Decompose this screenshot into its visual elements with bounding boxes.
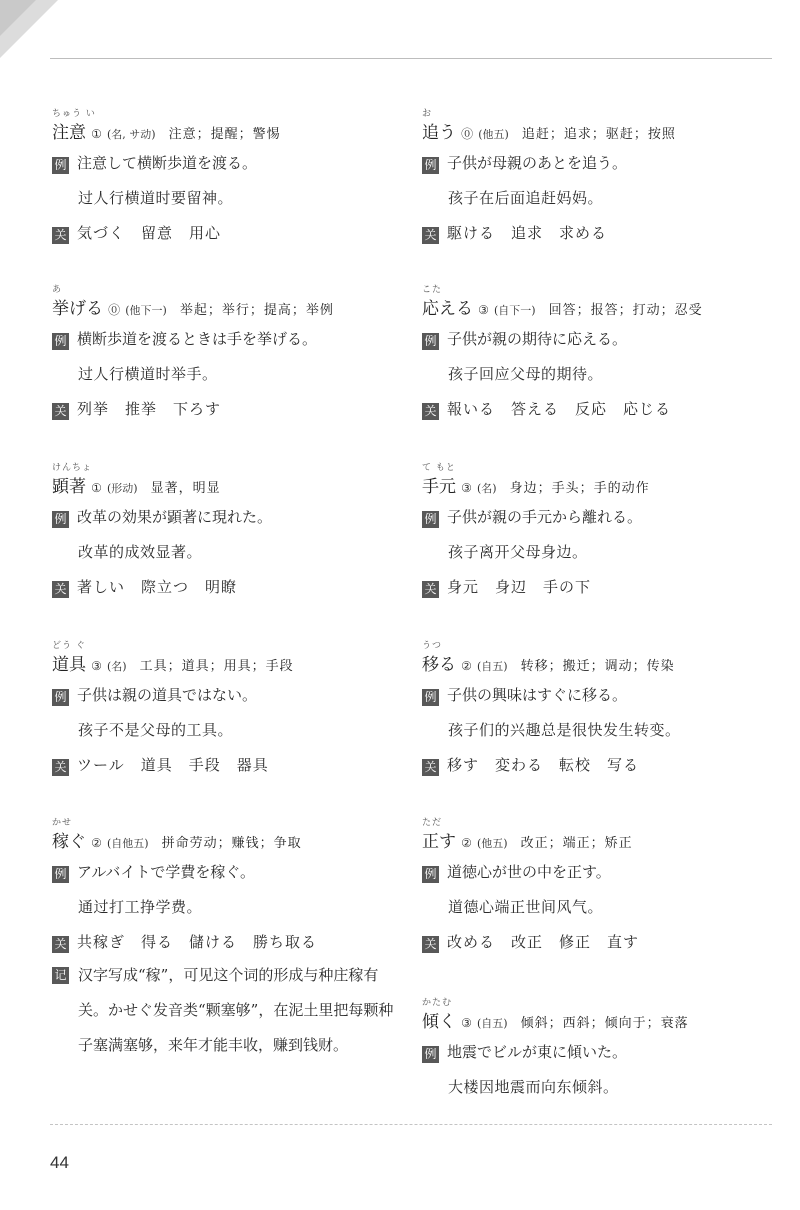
entry-word: 傾く: [422, 1012, 456, 1032]
vocab-entry: [422, 995, 772, 1103]
related-badge: 关: [52, 227, 69, 244]
entry-meaning: 追赶；追求；驱赶；按照: [521, 127, 676, 142]
vocab-entry: [52, 638, 402, 781]
example-badge: 例: [52, 689, 69, 706]
example-badge: 例: [422, 511, 439, 528]
entry-reading: ちゅう い: [52, 109, 96, 119]
example-badge: 例: [422, 866, 439, 883]
example-line: [422, 144, 772, 179]
related-words: 報いる 答える 反応 応じる: [447, 400, 672, 418]
entry-meaning: 举起；举行；提高；举例: [179, 303, 334, 318]
related-words: 移す 変わる 転校 写る: [447, 756, 640, 774]
example-sentence: 子供が親の期待に応える。: [447, 330, 628, 348]
entry-part-of-speech: (自五): [476, 660, 508, 673]
entry-reading: かせ: [52, 818, 73, 828]
related-line: [422, 390, 772, 425]
vocab-entry: [422, 638, 772, 781]
entry-accent: ③: [461, 1016, 472, 1030]
related-badge: 关: [422, 759, 439, 776]
related-line: [52, 923, 402, 958]
entry-word: 応える: [422, 299, 473, 319]
translation-line: [422, 179, 772, 214]
related-words: 改める 改正 修正 直す: [447, 933, 640, 951]
example-badge: 例: [52, 157, 69, 174]
entry-part-of-speech: (自下一): [493, 304, 536, 317]
related-words: 列挙 推挙 下ろす: [77, 400, 222, 418]
entry-meaning: 注意；提醒；警惕: [168, 127, 281, 142]
translation-line: [52, 355, 402, 390]
translation-line: [52, 533, 402, 568]
entry-part-of-speech: (他五): [476, 837, 508, 850]
entry-headline: [52, 106, 402, 144]
vocab-entry: [422, 106, 772, 249]
footer-rule: [50, 1124, 772, 1125]
entry-headline: [52, 460, 402, 498]
entry-reading: お: [422, 109, 433, 119]
entry-accent: ③: [461, 481, 472, 495]
related-badge: 关: [422, 227, 439, 244]
example-translation: 改革的成效显著。: [78, 543, 203, 561]
entry-part-of-speech: (名): [476, 482, 497, 495]
entry-meaning: 转移；搬迁；调动；传染: [520, 659, 675, 674]
entry-headline: [422, 460, 772, 498]
entry-reading: て もと: [422, 463, 456, 473]
entry-reading: こた: [422, 285, 443, 295]
example-line: [422, 1033, 772, 1068]
example-sentence: 子供は親の道具ではない。: [77, 686, 258, 704]
translation-line: [422, 711, 772, 746]
entry-word: 追う: [422, 123, 456, 143]
example-translation: 大楼因地震而向东倾斜。: [448, 1078, 619, 1096]
related-badge: 关: [52, 581, 69, 598]
entry-accent: ①: [91, 127, 102, 141]
related-line: [52, 746, 402, 781]
example-translation: 孩子离开父母身边。: [448, 543, 588, 561]
example-translation: 过人行横道时举手。: [78, 365, 218, 383]
example-line: [52, 676, 402, 711]
related-words: 駆ける 追求 求める: [447, 224, 608, 242]
example-badge: 例: [52, 333, 69, 350]
entry-accent: ②: [461, 836, 472, 850]
example-translation: 孩子在后面追赶妈妈。: [448, 189, 604, 207]
entry-headline: [52, 638, 402, 676]
related-words: 身元 身辺 手の下: [447, 578, 592, 596]
translation-line: [422, 533, 772, 568]
example-sentence: 子供が親の手元から離れる。: [447, 508, 643, 526]
example-line: [52, 144, 402, 179]
example-sentence: 注意して横断歩道を渡る。: [77, 154, 258, 172]
entry-part-of-speech: (自他五): [106, 837, 149, 850]
example-badge: 例: [422, 333, 439, 350]
memory-note: [52, 958, 394, 1063]
example-sentence: 子供が母親のあとを追う。: [447, 154, 628, 172]
entry-headline: [422, 995, 772, 1033]
related-badge: 关: [52, 403, 69, 420]
entry-accent: ⓪: [108, 303, 121, 317]
entry-headline: [422, 106, 772, 144]
example-sentence: 子供の興味はすぐに移る。: [447, 686, 628, 704]
entry-reading: どう ぐ: [52, 641, 86, 651]
entry-word: 稼ぐ: [52, 832, 86, 852]
entry-accent: ②: [461, 659, 472, 673]
related-words: 気づく 留意 用心: [77, 224, 222, 242]
related-line: [52, 568, 402, 603]
page-number: 44: [50, 1153, 69, 1172]
example-translation: 通过打工挣学费。: [78, 898, 203, 916]
vocab-entry: [52, 815, 402, 1063]
translation-line: [422, 1068, 772, 1103]
entry-meaning: 身边；手头；手的动作: [509, 481, 650, 496]
example-badge: 例: [422, 689, 439, 706]
related-line: [422, 923, 772, 958]
entry-part-of-speech: (名): [106, 660, 127, 673]
example-line: [422, 676, 772, 711]
related-badge: 关: [52, 936, 69, 953]
related-words: 共稼ぎ 得る 儲ける 勝ち取る: [77, 933, 318, 951]
related-line: [422, 214, 772, 249]
entry-word: 手元: [422, 477, 456, 497]
entry-meaning: 工具；道具；用具；手段: [139, 659, 294, 674]
example-sentence: 地震でビルが東に傾いた。: [447, 1043, 628, 1061]
entry-reading: あ: [52, 285, 63, 295]
example-line: [52, 320, 402, 355]
related-line: [52, 214, 402, 249]
page-corner-decoration-inner: [0, 0, 36, 36]
entry-reading: かたむ: [422, 998, 453, 1008]
example-line: [422, 498, 772, 533]
entry-accent: ②: [91, 836, 102, 850]
entry-accent: ③: [478, 303, 489, 317]
entry-word: 正す: [422, 832, 456, 852]
related-words: ツール 道具 手段 器具: [77, 756, 269, 774]
vocab-entry: [422, 282, 772, 425]
related-words: 著しい 際立つ 明瞭: [77, 578, 238, 596]
related-badge: 关: [422, 581, 439, 598]
related-badge: 关: [52, 759, 69, 776]
example-sentence: 横断歩道を渡るときは手を挙げる。: [77, 330, 318, 348]
entry-part-of-speech: (名, サ动): [106, 128, 156, 141]
translation-line: [52, 888, 402, 923]
vocab-entry: [422, 460, 772, 603]
entry-part-of-speech: (自五): [476, 1017, 508, 1030]
entry-meaning: 显著，明显: [150, 481, 221, 496]
related-line: [422, 746, 772, 781]
example-badge: 例: [52, 866, 69, 883]
entry-reading: うつ: [422, 641, 443, 651]
entry-meaning: 回答；报答；打动；忍受: [548, 303, 703, 318]
example-sentence: 改革の効果が顕著に現れた。: [77, 508, 273, 526]
entry-word: 道具: [52, 655, 86, 675]
example-line: [422, 853, 772, 888]
example-badge: 例: [422, 1046, 439, 1063]
entry-accent: ⓪: [461, 127, 474, 141]
example-translation: 孩子们的兴趣总是很快发生转变。: [448, 721, 681, 739]
related-line: [52, 390, 402, 425]
example-badge: 例: [422, 157, 439, 174]
vocab-entry: [422, 815, 772, 958]
related-badge: 关: [422, 936, 439, 953]
header-rule: [50, 58, 772, 59]
example-sentence: アルバイトで学費を稼ぐ。: [77, 863, 256, 881]
related-badge: 关: [422, 403, 439, 420]
entry-headline: [422, 282, 772, 320]
entry-reading: ただ: [422, 818, 443, 828]
entry-accent: ①: [91, 481, 102, 495]
vocab-entry: [52, 460, 402, 603]
entry-word: 注意: [52, 123, 86, 143]
translation-line: [422, 888, 772, 923]
example-line: [422, 320, 772, 355]
example-translation: 孩子回应父母的期待。: [448, 365, 604, 383]
example-sentence: 道徳心が世の中を正す。: [447, 863, 611, 881]
note-text: 汉字写成“稼”，可见这个词的形成与种庄稼有关。かせぐ发音类“颗塞够”，在泥土里把每颗种子塞满塞够，来年才能丰收，赚到钱财。: [78, 966, 394, 1054]
translation-line: [52, 711, 402, 746]
entry-meaning: 倾斜；西斜；倾向于；衰落: [520, 1016, 689, 1031]
entry-meaning: 拼命劳动；赚钱；争取: [161, 836, 302, 851]
entry-word: 移る: [422, 655, 456, 675]
translation-line: [52, 179, 402, 214]
entry-reading: けんちょ: [52, 463, 93, 473]
entry-part-of-speech: (形动): [106, 482, 138, 495]
example-translation: 孩子不是父母的工具。: [78, 721, 234, 739]
example-badge: 例: [52, 511, 69, 528]
entry-accent: ③: [91, 659, 102, 673]
entry-word: 挙げる: [52, 299, 103, 319]
entry-headline: [52, 282, 402, 320]
note-badge: 记: [52, 967, 69, 984]
example-translation: 过人行横道时要留神。: [78, 189, 234, 207]
entry-headline: [422, 815, 772, 853]
translation-line: [422, 355, 772, 390]
example-translation: 道德心端正世间风气。: [448, 898, 604, 916]
entry-headline: [422, 638, 772, 676]
related-line: [422, 568, 772, 603]
example-line: [52, 853, 402, 888]
entry-part-of-speech: (他下一): [125, 304, 167, 317]
entry-headline: [52, 815, 402, 853]
vocab-entry: [52, 282, 402, 425]
entry-meaning: 改正；端正；矫正: [520, 836, 633, 851]
entry-word: 顕著: [52, 477, 86, 497]
entry-part-of-speech: (他五): [478, 128, 509, 141]
example-line: [52, 498, 402, 533]
vocab-entry: [52, 106, 402, 249]
